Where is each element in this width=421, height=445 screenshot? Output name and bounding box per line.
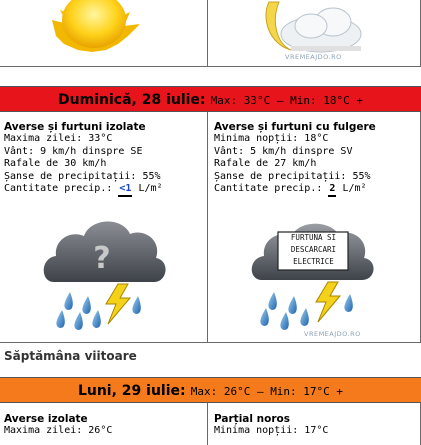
forecast-day-cell	[4, 413, 112, 438]
watermark: VREMEAJDO.RO	[285, 53, 342, 61]
wind: Vânt: 9 km/h dinspre SE	[4, 145, 143, 157]
precip-qty-link[interactable]: <1	[118, 183, 132, 197]
day-label: Luni, 29 iulie:	[77, 383, 186, 399]
precip-qty: Cantitate precip.: <1 L/m²	[4, 183, 163, 197]
day-label: Duminică, 28 iulie:	[58, 92, 206, 108]
forecast-day-cell	[4, 121, 163, 197]
day-banner-sunday	[0, 86, 421, 112]
forecast-night-cell	[214, 121, 376, 197]
gusts: Rafale de 30 km/h	[4, 158, 107, 170]
precip-qty-link[interactable]: 2	[328, 183, 336, 197]
gusts: Rafale de 27 km/h	[214, 158, 317, 170]
precip-chance: Șanse de precipitații: 55%	[4, 170, 161, 182]
forecast-title: Averse și furtuni izolate	[4, 121, 146, 133]
watermark: VREMEAJDO.RO	[304, 330, 361, 338]
forecast-night-cell	[214, 413, 328, 438]
min-temp: Minima nopții: 17°C	[214, 425, 329, 437]
top-night-weather-icon	[255, 0, 375, 62]
min-max-temp: Max: 33°C – Min: 18°C +	[210, 94, 363, 107]
max-temp: Maxima zilei: 26°C	[4, 425, 113, 437]
top-day-weather-icon	[32, 0, 152, 62]
forecast-title: Parțial noros	[214, 413, 290, 425]
rain-thunder-question-icon	[40, 212, 170, 338]
forecast-title: Averse și furtuni cu fulgere	[214, 121, 376, 133]
precip-qty: Cantitate precip.: 2 L/m²	[214, 183, 376, 197]
storm-label: ELECTRICE	[293, 257, 334, 266]
section-title: Săptămâna viitoare	[4, 349, 137, 363]
wind: Vânt: 5 km/h dinspre SV	[214, 145, 353, 157]
max-temp: Maxima zilei: 33°C	[4, 133, 113, 145]
precip-chance: Șanse de precipitații: 55%	[214, 170, 371, 182]
day-banner-monday	[0, 377, 421, 403]
min-max-temp: Max: 26°C – Min: 17°C +	[190, 385, 344, 398]
storm-lightning-icon	[246, 220, 386, 344]
storm-label: FURTUNA SI	[290, 233, 337, 242]
storm-label: DESCARCARI	[290, 245, 337, 254]
svg-text:?: ?	[93, 241, 111, 276]
sun-icon	[32, 0, 152, 62]
forecast-title: Averse izolate	[4, 413, 88, 425]
min-temp: Minima nopții: 18°C	[214, 133, 329, 145]
